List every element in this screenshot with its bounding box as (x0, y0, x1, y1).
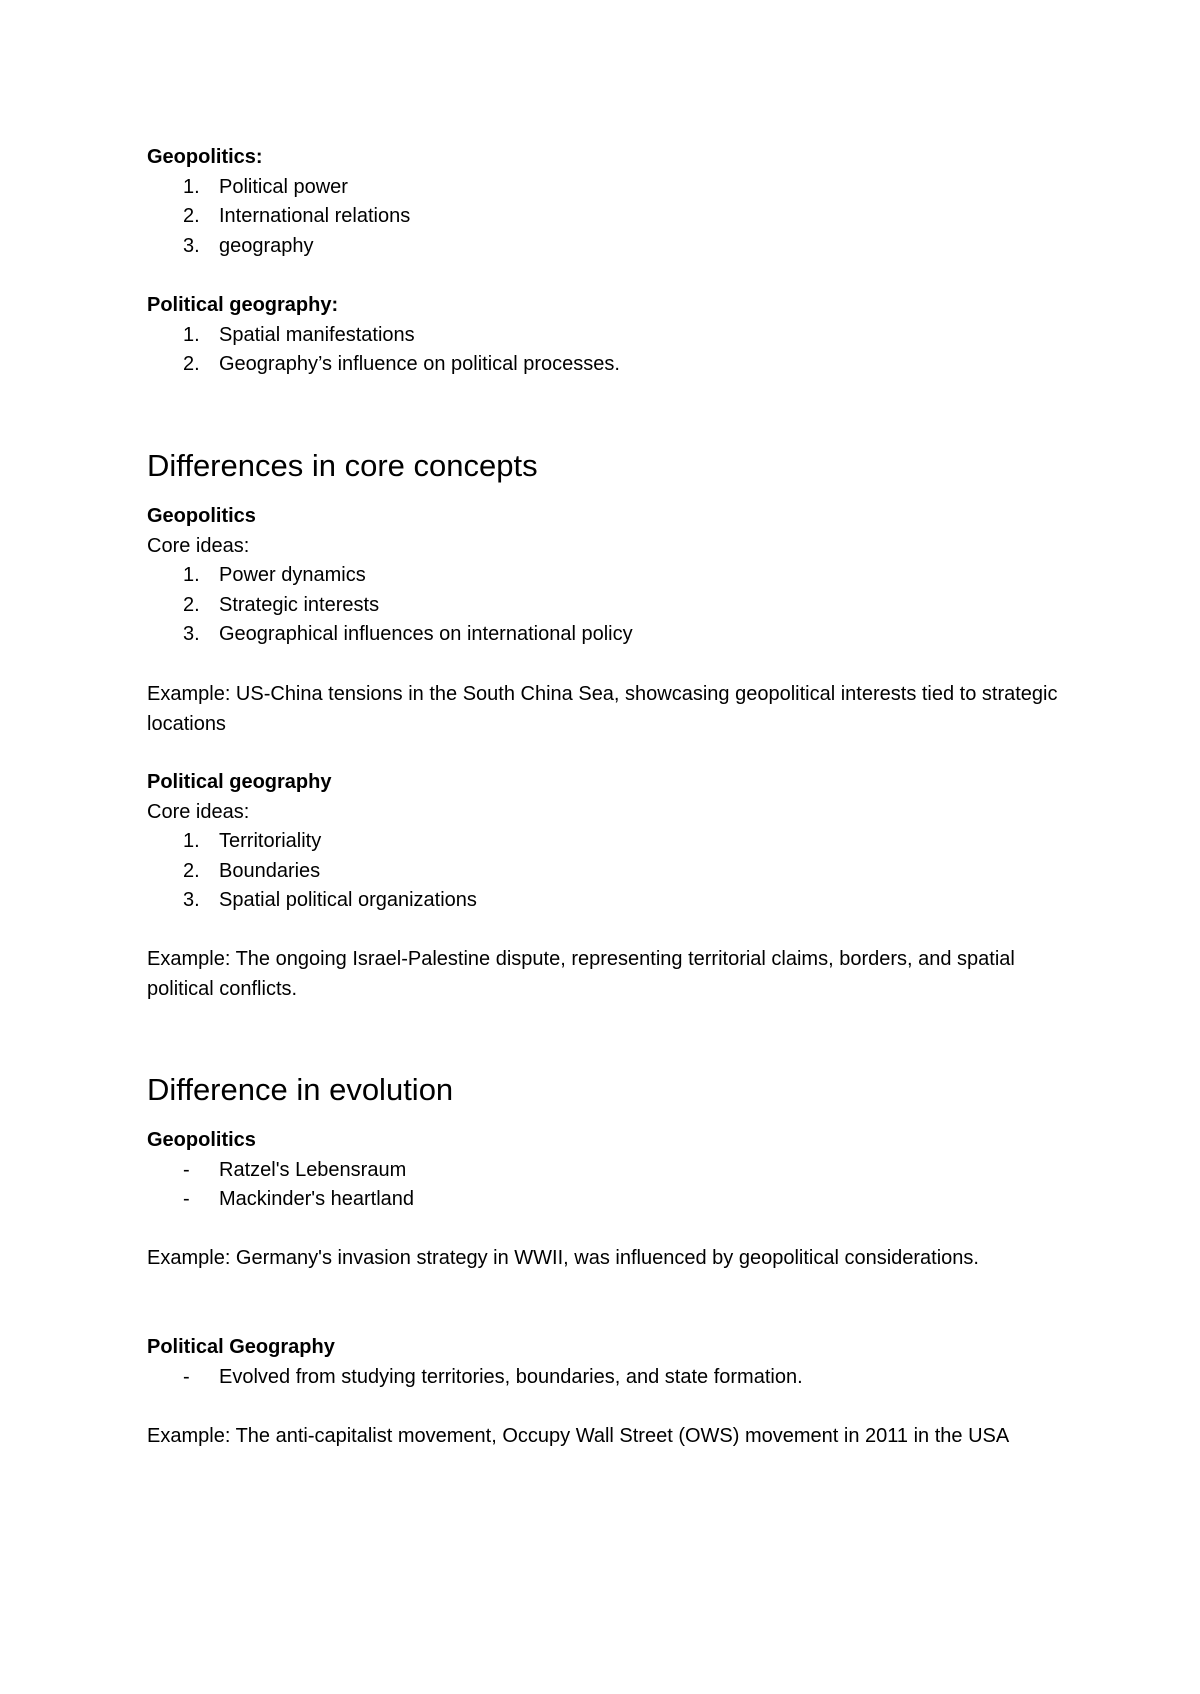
list-item-text: Spatial political organizations (219, 889, 477, 911)
evolution-political-geography-section (147, 1333, 1067, 1392)
list-number: 3. (183, 623, 200, 645)
evolution-political-geography-example (147, 1422, 1067, 1452)
dash-bullet: - (183, 1365, 190, 1388)
core-ideas-label: Core ideas: (147, 800, 250, 823)
list-item-text: Evolved from studying territories, boundaries, and state formation. (219, 1365, 803, 1388)
example-text: Example: US-China tensions in the South China Sea, showcasing geopolitical interests tied to strategic locations (147, 683, 1058, 735)
list-item (147, 561, 1067, 591)
list-number: 2. (183, 205, 200, 227)
political-geography-heading: Political geography: (147, 294, 339, 316)
evolution-geopolitics-list (147, 1156, 1067, 1215)
list-item (147, 173, 1067, 203)
list-number: 1. (183, 175, 200, 198)
core-concepts-section (147, 446, 1067, 486)
evolution-geopolitics-section (147, 1126, 1067, 1215)
list-number: 2. (183, 593, 200, 616)
list-item-text: Geographical influences on international policy (219, 623, 633, 645)
dash-bullet: - (183, 1188, 190, 1210)
list-item (147, 827, 1067, 857)
political-geography-definition-list (147, 321, 1067, 380)
list-item-text: Strategic interests (219, 593, 380, 616)
geopolitics-heading: Geopolitics: (147, 146, 263, 168)
political-geography-definition-section (147, 291, 1067, 380)
list-number: 1. (183, 564, 200, 586)
list-item-text: Power dynamics (219, 564, 366, 586)
list-item-text: Territoriality (219, 830, 322, 852)
evolution-geopolitics-heading: Geopolitics (147, 1129, 256, 1151)
core-geopolitics-list (147, 561, 1067, 650)
list-number: 3. (183, 889, 200, 911)
example-text: Example: The ongoing Israel-Palestine dispute, representing territorial claims, borders, and spatial political conflicts. (147, 948, 1015, 1000)
evolution-title: Difference in evolution (147, 1072, 454, 1107)
list-item (147, 321, 1067, 351)
core-concepts-title: Differences in core concepts (147, 448, 538, 483)
list-number: 2. (183, 859, 200, 882)
example-text: Example: Germany's invasion strategy in WWII, was influenced by geopolitical considerations. (147, 1247, 979, 1269)
core-geopolitics-heading: Geopolitics (147, 505, 256, 527)
list-item (147, 1363, 1067, 1393)
list-item (147, 232, 1067, 262)
list-item-text: Mackinder's heartland (219, 1188, 415, 1210)
evolution-political-geography-heading: Political Geography (147, 1336, 335, 1358)
example-text: Example: The anti-capitalist movement, Occupy Wall Street (OWS) movement in 2011 in the USA (147, 1425, 1010, 1447)
list-item (147, 857, 1067, 887)
list-item-text: Spatial manifestations (219, 323, 415, 346)
list-item (147, 591, 1067, 621)
geopolitics-definition-list (147, 173, 1067, 262)
list-item (147, 1156, 1067, 1186)
list-number: 1. (183, 830, 200, 852)
geopolitics-definition-section (147, 143, 1067, 261)
list-item (147, 886, 1067, 916)
dash-bullet: - (183, 1158, 190, 1181)
evolution-section (147, 1070, 1067, 1110)
list-item (147, 1185, 1067, 1215)
evolution-political-geography-list (147, 1363, 1067, 1393)
core-geopolitics-example (147, 680, 1067, 739)
list-item (147, 350, 1067, 380)
evolution-geopolitics-example (147, 1244, 1067, 1274)
list-item-text: geography (219, 234, 314, 257)
list-item-text: Ratzel's Lebensraum (219, 1158, 407, 1181)
list-item-text: Boundaries (219, 859, 321, 882)
list-number: 1. (183, 323, 200, 346)
list-item-text: Geography’s influence on political processes. (219, 353, 620, 375)
core-political-geography-section (147, 768, 1067, 916)
core-ideas-label: Core ideas: (147, 534, 250, 557)
list-number: 2. (183, 353, 200, 375)
list-number: 3. (183, 234, 200, 257)
core-political-geography-example (147, 945, 1067, 1004)
list-item (147, 202, 1067, 232)
list-item-text: International relations (219, 205, 411, 227)
core-geopolitics-section (147, 502, 1067, 650)
core-political-geography-heading: Political geography (147, 771, 332, 793)
core-political-geography-list (147, 827, 1067, 916)
list-item (147, 620, 1067, 650)
list-item-text: Political power (219, 175, 348, 198)
